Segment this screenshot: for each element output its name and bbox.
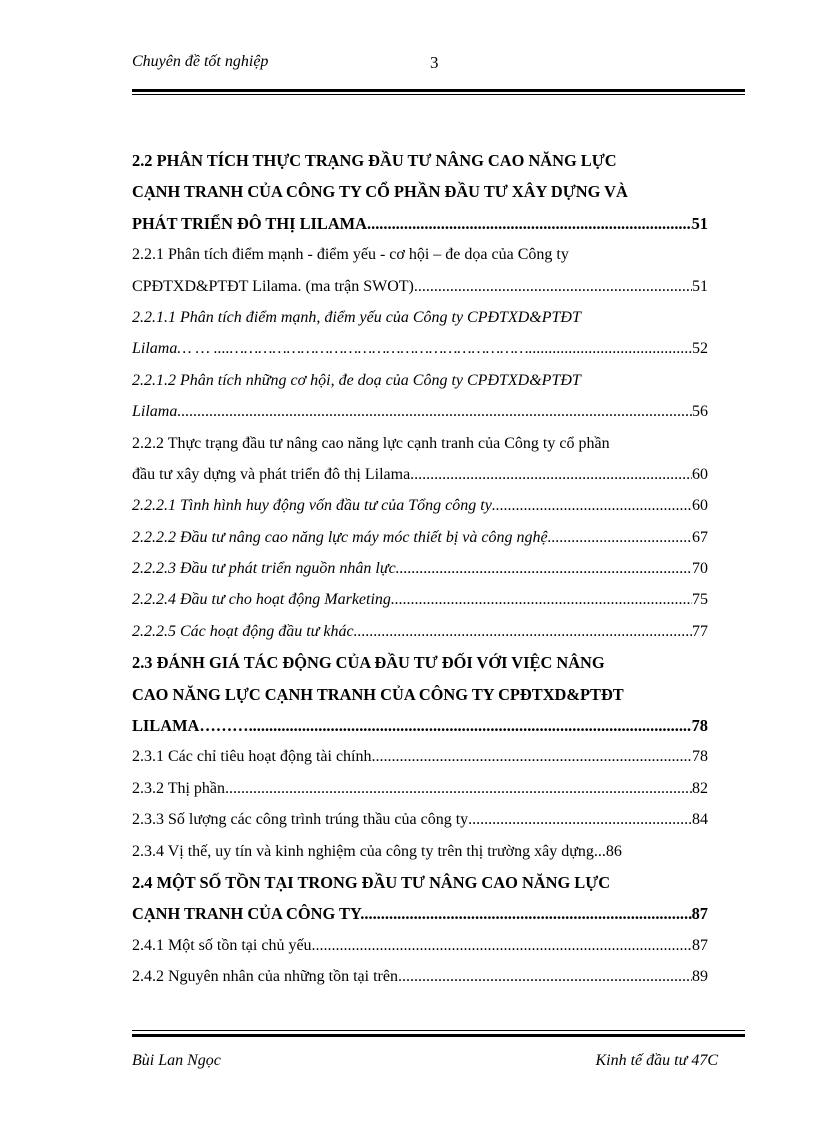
dot-leader [414, 459, 692, 490]
footer-rule-thin [132, 1030, 745, 1031]
dot-leader [364, 898, 691, 929]
toc-2-2-2-text: đầu tư xây dựng và phát triển đô thị Lilama. [132, 465, 415, 483]
dot-leader [372, 741, 693, 772]
toc-2-4-2-text: 2.4.2 Nguyên nhân của những tồn tại trên. [132, 968, 402, 986]
toc-page-number: 87 [692, 936, 708, 954]
toc-2-3-1[interactable] [132, 741, 708, 772]
footer-author: Bùi Lan Ngọc [132, 1052, 221, 1069]
toc-page-number: 78 [691, 716, 708, 736]
dot-leader [529, 333, 692, 364]
footer-rule-thick [132, 1034, 745, 1037]
toc-2-3-2-text: 2.3.2 Thị phần [132, 779, 226, 797]
toc-2-2-text: PHÁT TRIỂN ĐÔ THỊ LILAMA. [132, 213, 372, 233]
dot-leader [312, 930, 692, 961]
toc-page-number: 89 [692, 968, 708, 986]
toc-2-2-2-line-1: 2.2.2 Thực trạng đầu tư nâng cao năng lực cạnh tranh của Công ty cổ phần [132, 434, 610, 452]
toc-2-2-1-2-text: Lilama...... [132, 403, 202, 421]
toc-2-3-1-text: 2.3.1 Các chỉ tiêu hoạt động tài chính [132, 748, 372, 766]
toc-page-number: 82 [692, 779, 708, 797]
toc-2-3-3[interactable] [132, 804, 708, 835]
header-rule-thick [132, 89, 745, 92]
toc-2-2-line-1: 2.2 PHÂN TÍCH THỰC TRẠNG ĐẦU TƯ NÂNG CAO NĂNG LỰC [132, 151, 617, 170]
toc-2-3-line-1: 2.3 ĐÁNH GIÁ TÁC ĐỘNG CỦA ĐẦU TƯ ĐỐI VỚI VIỆC NÂNG [132, 653, 605, 673]
toc-2-2-2-1-text: 2.2.2.1 Tình hình huy động vốn đầu tư của Tổng công ty [132, 497, 492, 515]
toc-2-4-text: CẠNH TRANH CỦA CÔNG TY. [132, 904, 365, 924]
toc-2-2-1-text: CPĐTXD&PTĐT Lilama. (ma trận SWOT) [132, 277, 414, 295]
toc-2-3-line-2: CAO NĂNG LỰC CẠNH TRANH CỦA CÔNG TY CPĐTXD&PTĐT [132, 684, 624, 704]
toc-2-4-1-text: 2.4.1 Một số tồn tại chủ yếu [132, 936, 312, 954]
toc-page-number: 75 [692, 591, 708, 609]
toc-page-number: 87 [691, 904, 708, 924]
toc-2-2-2-2-text: 2.2.2.2 Đầu tư nâng cao năng lực máy móc thiết bị và công nghệ [132, 528, 548, 546]
dot-leader [391, 584, 692, 615]
toc-2-3-3-text: 2.3.3 Số lượng các công trình trúng thầu của công ty [132, 811, 469, 829]
toc-page-number: 67 [692, 528, 708, 546]
dot-leader [468, 804, 692, 835]
dot-leader [402, 961, 692, 992]
header-title: Chuyên đề tốt nghiệp [132, 53, 269, 70]
toc-page-number: 51 [691, 213, 708, 233]
toc-page-number: 70 [692, 560, 708, 578]
toc-page-number: 51 [692, 277, 708, 295]
toc-2-2-2-5[interactable] [132, 616, 708, 647]
toc-page-number: 60 [692, 465, 708, 483]
toc-2-2-1-1-line-2[interactable] [132, 333, 708, 364]
toc-page-number: 78 [692, 748, 708, 766]
toc-2-2-1-2-line-2[interactable] [132, 396, 708, 427]
dot-leader [371, 208, 692, 239]
toc-2-2-2-3-text: 2.2.2.3 Đầu tư phát triển nguồn nhân lực [132, 560, 396, 578]
toc-2-2-2-3[interactable] [132, 553, 708, 584]
table-of-contents [132, 145, 708, 993]
dot-leader [548, 522, 692, 553]
toc-page-number: 56 [692, 403, 708, 421]
toc-page-number: 77 [692, 622, 708, 640]
dot-leader [492, 490, 692, 521]
toc-2-3-2[interactable] [132, 773, 708, 804]
toc-2-3-text: LILAMA……… [132, 716, 249, 736]
toc-2-2-2-1[interactable] [132, 490, 708, 521]
toc-2-4-line-1: 2.4 MỘT SỐ TỒN TẠI TRONG ĐẦU TƯ NÂNG CAO NĂNG LỰC [132, 872, 611, 892]
toc-2-2-1-1-text: Lilama… … ....……………………………………………………… [132, 340, 529, 358]
toc-2-2-line-3[interactable] [132, 208, 708, 239]
dot-leader [414, 271, 692, 302]
toc-2-2-2-4[interactable] [132, 584, 708, 615]
header-rule-thin [132, 94, 745, 95]
dot-leader [201, 396, 692, 427]
toc-2-3-line-3[interactable] [132, 710, 708, 741]
toc-page-number: 84 [692, 811, 708, 829]
toc-2-4-1[interactable] [132, 930, 708, 961]
toc-page-number: 86 [605, 842, 622, 860]
toc-2-2-2-line-2[interactable] [132, 459, 708, 490]
toc-page-number: 60 [692, 497, 708, 515]
toc-2-2-1-1-line-1: 2.2.1.1 Phân tích điểm mạnh, điểm yếu của Công ty CPĐTXD&PTĐT [132, 308, 581, 326]
toc-2-3-4[interactable] [132, 836, 708, 867]
dot-leader [249, 710, 692, 741]
dot-leader [225, 773, 692, 804]
toc-2-4-2[interactable] [132, 961, 708, 992]
toc-page-number: 52 [692, 340, 708, 358]
toc-2-2-1-2-line-1: 2.2.1.2 Phân tích những cơ hội, đe doạ của Công ty CPĐTXD&PTĐT [132, 371, 581, 389]
toc-2-2-line-2: CẠNH TRANH CỦA CÔNG TY CỔ PHẦN ĐẦU TƯ XÂY DỰNG VÀ [132, 182, 628, 202]
toc-2-2-2-2[interactable] [132, 522, 708, 553]
toc-2-2-1-line-2[interactable] [132, 271, 708, 302]
toc-2-2-1-line-1: 2.2.1 Phân tích điểm mạnh - điểm yếu - cơ hội – đe dọa của Công ty [132, 246, 569, 264]
toc-2-4-line-2[interactable] [132, 898, 708, 929]
header-page-number: 3 [430, 53, 439, 72]
dot-leader [396, 553, 692, 584]
toc-2-2-2-4-text: 2.2.2.4 Đầu tư cho hoạt động Marketing [132, 591, 391, 609]
dot-leader [358, 616, 692, 647]
toc-2-3-4-text: 2.3.4 Vị thế, uy tín và kinh nghiệm của công ty trên thị trường xây dựng... [132, 842, 606, 860]
footer-class: Kinh tế đầu tư 47C [595, 1052, 718, 1069]
toc-2-2-2-5-text: 2.2.2.5 Các hoạt động đầu tư khác. [132, 622, 358, 640]
